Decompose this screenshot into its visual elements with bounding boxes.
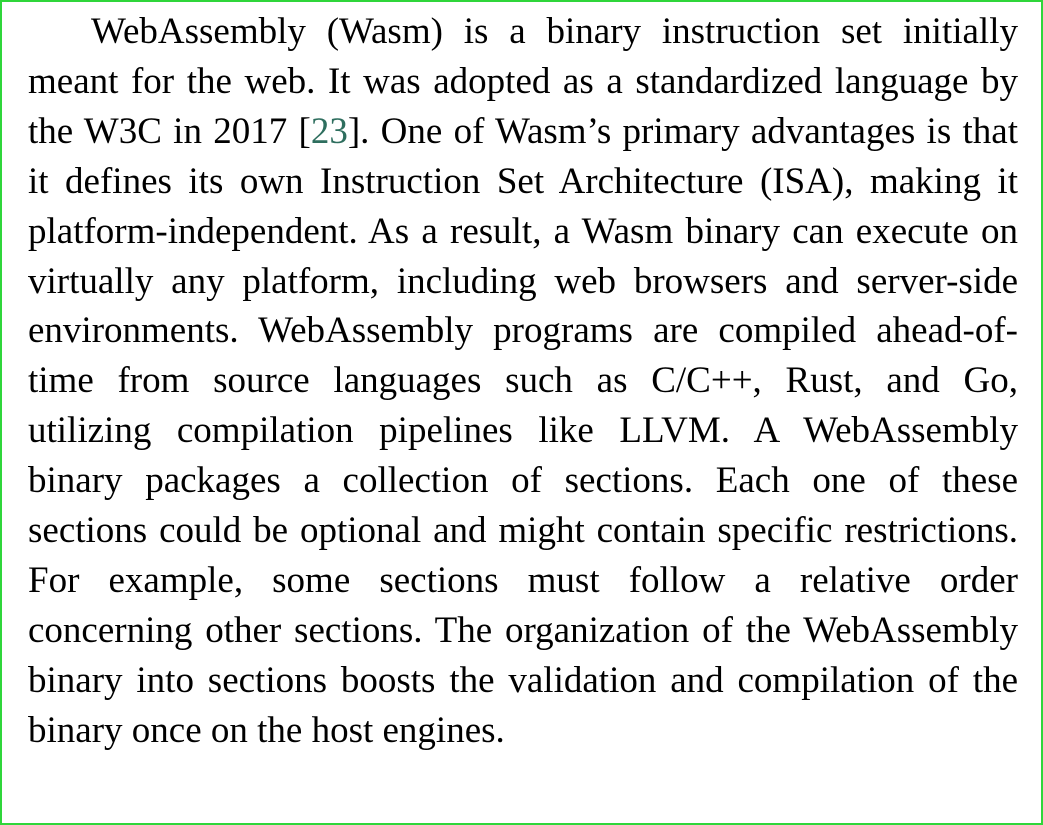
citation-link[interactable]: 23 xyxy=(310,110,348,152)
paragraph-text-after-citation: ]. One of Wasm’s primary advantages is that it defines its own Instruction Set Architecture (ISA), making it platform-independent. As a result, a Wasm binary can execute on virtually any platform, including web browsers and server-side environments. WebAssembly programs are compiled ahead-of-time from source languages such as C/C++, Rust, and Go, utilizing compilation pipelines like LLVM. A WebAssembly binary packages a collection of sections. Each one of these sections could be optional and might contain specific restrictions. For example, some sections must follow a relative order concerning other sections. The organization of the WebAssembly binary into sections boosts the validation and compilation of the binary once on the host engines. xyxy=(28,110,1018,751)
paragraph-text-before-citation: WebAssembly (Wasm) is a binary instruction set initially meant for the web. It was adopted as a standardized language by the W3C in 2017 [ xyxy=(28,11,1018,152)
body-paragraph xyxy=(28,7,1018,756)
